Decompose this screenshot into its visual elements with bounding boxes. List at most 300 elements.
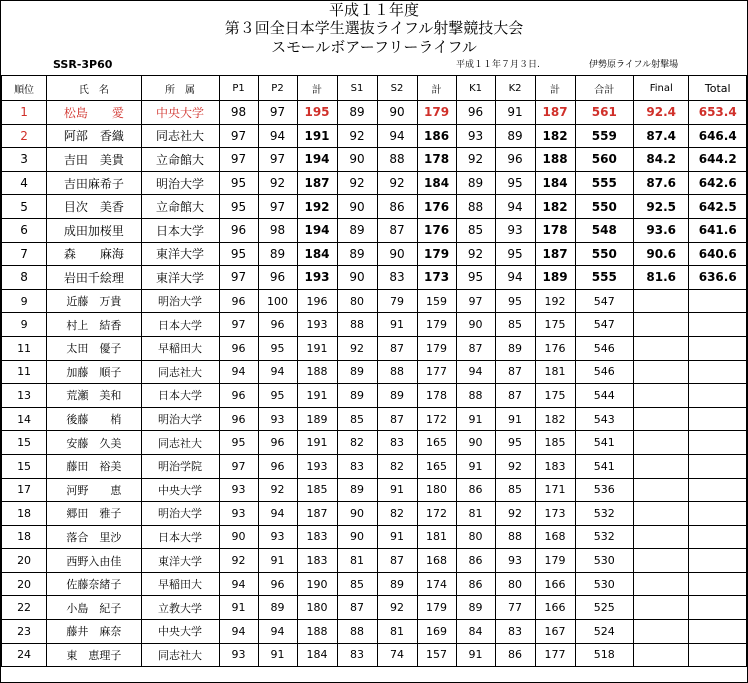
- header-qualification-total: 合計: [575, 76, 633, 101]
- school-cell: 東洋大学: [141, 242, 219, 266]
- total-cell: [689, 549, 747, 573]
- final-cell: 84.2: [634, 148, 689, 172]
- s2-cell: 92: [377, 171, 417, 195]
- p2-cell: 96: [258, 266, 297, 290]
- rank-cell: 24: [2, 643, 47, 667]
- kneeling-subtotal-cell: 187: [535, 101, 575, 125]
- kneeling-subtotal-cell: 184: [535, 171, 575, 195]
- results-body: [2, 101, 747, 667]
- name-cell: 阿部 香織: [47, 124, 141, 148]
- rank-cell: 8: [2, 266, 47, 290]
- standing-subtotal-cell: 165: [417, 454, 456, 478]
- s2-cell: 88: [377, 360, 417, 384]
- table-row: [2, 431, 747, 455]
- s2-cell: 88: [377, 148, 417, 172]
- table-row: [2, 572, 747, 596]
- title-year: 平成１１年度: [328, 1, 419, 19]
- school-cell: 明治大学: [141, 407, 219, 431]
- k1-cell: 91: [456, 407, 495, 431]
- name-cell: 吉田 美貴: [47, 148, 141, 172]
- name-cell: 東 恵理子: [47, 643, 141, 667]
- k1-cell: 93: [456, 124, 495, 148]
- qualification-total-cell: 547: [575, 313, 633, 337]
- p1-cell: 96: [219, 407, 258, 431]
- name-cell: 加藤 順子: [47, 360, 141, 384]
- table-row: [2, 454, 747, 478]
- school-cell: 明治大学: [141, 289, 219, 313]
- header-s1: S1: [337, 76, 377, 101]
- total-cell: [689, 596, 747, 620]
- qualification-total-cell: 525: [575, 596, 633, 620]
- name-cell: 藤田 裕美: [47, 454, 141, 478]
- k1-cell: 91: [456, 643, 495, 667]
- s1-cell: 90: [337, 525, 377, 549]
- k2-cell: 96: [495, 148, 535, 172]
- k2-cell: 89: [495, 124, 535, 148]
- total-cell: [689, 431, 747, 455]
- school-cell: 中央大学: [141, 478, 219, 502]
- name-cell: 河野 恵: [47, 478, 141, 502]
- header-k2: K2: [495, 76, 535, 101]
- k1-cell: 86: [456, 572, 495, 596]
- s2-cell: 90: [377, 101, 417, 125]
- prone-subtotal-cell: 184: [297, 643, 337, 667]
- final-cell: [634, 572, 689, 596]
- school-cell: 明治大学: [141, 502, 219, 526]
- k1-cell: 87: [456, 336, 495, 360]
- k1-cell: 88: [456, 384, 495, 408]
- header-total: Total: [689, 76, 747, 101]
- header-k1: K1: [456, 76, 495, 101]
- p2-cell: 91: [258, 549, 297, 573]
- kneeling-subtotal-cell: 189: [535, 266, 575, 290]
- s2-cell: 89: [377, 384, 417, 408]
- name-cell: 小島 紀子: [47, 596, 141, 620]
- prone-subtotal-cell: 187: [297, 171, 337, 195]
- p2-cell: 94: [258, 360, 297, 384]
- k1-cell: 85: [456, 218, 495, 242]
- s2-cell: 90: [377, 242, 417, 266]
- p1-cell: 98: [219, 101, 258, 125]
- header-row: [2, 76, 747, 101]
- p1-cell: 93: [219, 502, 258, 526]
- k2-cell: 95: [495, 289, 535, 313]
- total-cell: [689, 502, 747, 526]
- prone-subtotal-cell: 190: [297, 572, 337, 596]
- p2-cell: 89: [258, 242, 297, 266]
- event-date: 平成１１年７月３日.: [456, 60, 540, 70]
- qualification-total-cell: 546: [575, 336, 633, 360]
- qualification-total-cell: 524: [575, 620, 633, 644]
- table-row: [2, 313, 747, 337]
- prone-subtotal-cell: 194: [297, 148, 337, 172]
- k2-cell: 89: [495, 336, 535, 360]
- p2-cell: 96: [258, 313, 297, 337]
- final-cell: [634, 407, 689, 431]
- event-code: SSR-3P60: [53, 58, 113, 71]
- header-final: Final: [634, 76, 689, 101]
- prone-subtotal-cell: 191: [297, 124, 337, 148]
- kneeling-subtotal-cell: 187: [535, 242, 575, 266]
- kneeling-subtotal-cell: 182: [535, 124, 575, 148]
- total-cell: [689, 407, 747, 431]
- k1-cell: 80: [456, 525, 495, 549]
- p2-cell: 96: [258, 454, 297, 478]
- total-cell: 641.6: [689, 218, 747, 242]
- name-cell: 村上 結香: [47, 313, 141, 337]
- p2-cell: 94: [258, 502, 297, 526]
- qualification-total-cell: 559: [575, 124, 633, 148]
- rank-cell: 14: [2, 407, 47, 431]
- s2-cell: 82: [377, 454, 417, 478]
- final-cell: [634, 643, 689, 667]
- name-cell: 松島 愛: [47, 101, 141, 125]
- standing-subtotal-cell: 178: [417, 148, 456, 172]
- total-cell: 644.2: [689, 148, 747, 172]
- standing-subtotal-cell: 179: [417, 313, 456, 337]
- rank-cell: 11: [2, 336, 47, 360]
- p2-cell: 97: [258, 148, 297, 172]
- final-cell: [634, 313, 689, 337]
- name-cell: 荒瀬 美和: [47, 384, 141, 408]
- standing-subtotal-cell: 174: [417, 572, 456, 596]
- rank-cell: 5: [2, 195, 47, 219]
- total-cell: [689, 478, 747, 502]
- qualification-total-cell: 555: [575, 266, 633, 290]
- school-cell: 東洋大学: [141, 549, 219, 573]
- standing-subtotal-cell: 179: [417, 596, 456, 620]
- name-cell: 安藤 久美: [47, 431, 141, 455]
- qualification-total-cell: 555: [575, 171, 633, 195]
- qualification-total-cell: 548: [575, 218, 633, 242]
- s1-cell: 89: [337, 101, 377, 125]
- final-cell: 87.4: [634, 124, 689, 148]
- prone-subtotal-cell: 191: [297, 336, 337, 360]
- rank-cell: 11: [2, 360, 47, 384]
- name-cell: 目次 美香: [47, 195, 141, 219]
- rank-cell: 20: [2, 572, 47, 596]
- rank-cell: 17: [2, 478, 47, 502]
- s1-cell: 80: [337, 289, 377, 313]
- rank-cell: 6: [2, 218, 47, 242]
- rank-cell: 4: [2, 171, 47, 195]
- kneeling-subtotal-cell: 177: [535, 643, 575, 667]
- rank-cell: 18: [2, 525, 47, 549]
- kneeling-subtotal-cell: 173: [535, 502, 575, 526]
- school-cell: 中央大学: [141, 101, 219, 125]
- standing-subtotal-cell: 178: [417, 384, 456, 408]
- qualification-total-cell: 550: [575, 195, 633, 219]
- k2-cell: 95: [495, 171, 535, 195]
- kneeling-subtotal-cell: 182: [535, 195, 575, 219]
- prone-subtotal-cell: 194: [297, 218, 337, 242]
- p1-cell: 95: [219, 431, 258, 455]
- s2-cell: 87: [377, 336, 417, 360]
- k2-cell: 95: [495, 431, 535, 455]
- k1-cell: 88: [456, 195, 495, 219]
- kneeling-subtotal-cell: 178: [535, 218, 575, 242]
- header-subtotal-kneeling: 計: [535, 76, 575, 101]
- k2-cell: 94: [495, 195, 535, 219]
- p1-cell: 92: [219, 549, 258, 573]
- table-row: [2, 195, 747, 219]
- k1-cell: 89: [456, 171, 495, 195]
- kneeling-subtotal-cell: 179: [535, 549, 575, 573]
- k2-cell: 93: [495, 549, 535, 573]
- prone-subtotal-cell: 188: [297, 620, 337, 644]
- p1-cell: 97: [219, 148, 258, 172]
- s1-cell: 88: [337, 620, 377, 644]
- table-row: [2, 502, 747, 526]
- table-row: [2, 549, 747, 573]
- s2-cell: 87: [377, 218, 417, 242]
- p1-cell: 97: [219, 454, 258, 478]
- s2-cell: 91: [377, 478, 417, 502]
- standing-subtotal-cell: 159: [417, 289, 456, 313]
- qualification-total-cell: 541: [575, 431, 633, 455]
- standing-subtotal-cell: 157: [417, 643, 456, 667]
- p1-cell: 94: [219, 572, 258, 596]
- p2-cell: 98: [258, 218, 297, 242]
- school-cell: 同志社大: [141, 124, 219, 148]
- rank-cell: 3: [2, 148, 47, 172]
- qualification-total-cell: 547: [575, 289, 633, 313]
- school-cell: 明治学院: [141, 454, 219, 478]
- table-row: [2, 525, 747, 549]
- final-cell: [634, 384, 689, 408]
- total-cell: 640.6: [689, 242, 747, 266]
- results-table: [1, 75, 747, 667]
- standing-subtotal-cell: 184: [417, 171, 456, 195]
- k1-cell: 91: [456, 454, 495, 478]
- prone-subtotal-cell: 188: [297, 360, 337, 384]
- p1-cell: 96: [219, 289, 258, 313]
- school-cell: 同志社大: [141, 360, 219, 384]
- standing-subtotal-cell: 179: [417, 336, 456, 360]
- standing-subtotal-cell: 169: [417, 620, 456, 644]
- s1-cell: 90: [337, 148, 377, 172]
- k2-cell: 86: [495, 643, 535, 667]
- k2-cell: 95: [495, 242, 535, 266]
- header-s2: S2: [377, 76, 417, 101]
- total-cell: [689, 525, 747, 549]
- prone-subtotal-cell: 187: [297, 502, 337, 526]
- header-name: 氏 名: [47, 76, 141, 101]
- k2-cell: 94: [495, 266, 535, 290]
- total-cell: 646.4: [689, 124, 747, 148]
- table-row: [2, 101, 747, 125]
- p1-cell: 96: [219, 384, 258, 408]
- qualification-total-cell: 530: [575, 549, 633, 573]
- school-cell: 東洋大学: [141, 266, 219, 290]
- k1-cell: 92: [456, 242, 495, 266]
- standing-subtotal-cell: 186: [417, 124, 456, 148]
- s1-cell: 89: [337, 384, 377, 408]
- k1-cell: 90: [456, 431, 495, 455]
- total-cell: 636.6: [689, 266, 747, 290]
- standing-subtotal-cell: 177: [417, 360, 456, 384]
- prone-subtotal-cell: 184: [297, 242, 337, 266]
- k2-cell: 85: [495, 478, 535, 502]
- total-cell: [689, 336, 747, 360]
- standing-subtotal-cell: 176: [417, 218, 456, 242]
- kneeling-subtotal-cell: 166: [535, 596, 575, 620]
- prone-subtotal-cell: 191: [297, 431, 337, 455]
- kneeling-subtotal-cell: 175: [535, 384, 575, 408]
- kneeling-subtotal-cell: 192: [535, 289, 575, 313]
- s1-cell: 87: [337, 596, 377, 620]
- standing-subtotal-cell: 181: [417, 525, 456, 549]
- qualification-total-cell: 546: [575, 360, 633, 384]
- table-row: [2, 478, 747, 502]
- total-cell: [689, 384, 747, 408]
- table-row: [2, 266, 747, 290]
- s1-cell: 89: [337, 242, 377, 266]
- final-cell: [634, 478, 689, 502]
- header-p2: P2: [258, 76, 297, 101]
- k2-cell: 87: [495, 360, 535, 384]
- name-cell: 吉田麻希子: [47, 171, 141, 195]
- p2-cell: 97: [258, 195, 297, 219]
- s1-cell: 85: [337, 407, 377, 431]
- total-cell: [689, 454, 747, 478]
- s1-cell: 83: [337, 643, 377, 667]
- kneeling-subtotal-cell: 181: [535, 360, 575, 384]
- table-row: [2, 620, 747, 644]
- school-cell: 早稲田大: [141, 336, 219, 360]
- prone-subtotal-cell: 196: [297, 289, 337, 313]
- prone-subtotal-cell: 195: [297, 101, 337, 125]
- s2-cell: 92: [377, 596, 417, 620]
- kneeling-subtotal-cell: 176: [535, 336, 575, 360]
- kneeling-subtotal-cell: 167: [535, 620, 575, 644]
- kneeling-subtotal-cell: 183: [535, 454, 575, 478]
- final-cell: [634, 620, 689, 644]
- total-cell: [689, 643, 747, 667]
- school-cell: 同志社大: [141, 431, 219, 455]
- p2-cell: 100: [258, 289, 297, 313]
- rank-cell: 7: [2, 242, 47, 266]
- name-cell: 森 麻海: [47, 242, 141, 266]
- final-cell: [634, 336, 689, 360]
- header-subtotal-prone: 計: [297, 76, 337, 101]
- school-cell: 中央大学: [141, 620, 219, 644]
- title-competition: 第３回全日本学生選抜ライフル射撃競技大会: [224, 19, 524, 37]
- table-row: [2, 596, 747, 620]
- s1-cell: 89: [337, 218, 377, 242]
- rank-cell: 15: [2, 454, 47, 478]
- table-row: [2, 218, 747, 242]
- total-cell: 653.4: [689, 101, 747, 125]
- header-subtotal-standing: 計: [417, 76, 456, 101]
- s2-cell: 81: [377, 620, 417, 644]
- p2-cell: 96: [258, 572, 297, 596]
- p2-cell: 95: [258, 336, 297, 360]
- school-cell: 同志社大: [141, 643, 219, 667]
- prone-subtotal-cell: 191: [297, 384, 337, 408]
- total-cell: [689, 289, 747, 313]
- p1-cell: 93: [219, 643, 258, 667]
- prone-subtotal-cell: 189: [297, 407, 337, 431]
- standing-subtotal-cell: 168: [417, 549, 456, 573]
- total-cell: [689, 620, 747, 644]
- k1-cell: 94: [456, 360, 495, 384]
- k2-cell: 87: [495, 384, 535, 408]
- s1-cell: 90: [337, 195, 377, 219]
- s1-cell: 90: [337, 502, 377, 526]
- kneeling-subtotal-cell: 188: [535, 148, 575, 172]
- table-row: [2, 360, 747, 384]
- rank-cell: 9: [2, 289, 47, 313]
- p1-cell: 94: [219, 620, 258, 644]
- k1-cell: 95: [456, 266, 495, 290]
- final-cell: 81.6: [634, 266, 689, 290]
- k2-cell: 93: [495, 218, 535, 242]
- rank-cell: 22: [2, 596, 47, 620]
- k2-cell: 91: [495, 407, 535, 431]
- p2-cell: 93: [258, 525, 297, 549]
- standing-subtotal-cell: 180: [417, 478, 456, 502]
- p1-cell: 97: [219, 266, 258, 290]
- s2-cell: 83: [377, 266, 417, 290]
- prone-subtotal-cell: 193: [297, 313, 337, 337]
- final-cell: [634, 289, 689, 313]
- table-row: [2, 336, 747, 360]
- header-school: 所 属: [141, 76, 219, 101]
- s2-cell: 91: [377, 313, 417, 337]
- standing-subtotal-cell: 176: [417, 195, 456, 219]
- school-cell: 日本大学: [141, 384, 219, 408]
- k2-cell: 92: [495, 454, 535, 478]
- table-row: [2, 407, 747, 431]
- kneeling-subtotal-cell: 171: [535, 478, 575, 502]
- table-row: [2, 171, 747, 195]
- k2-cell: 83: [495, 620, 535, 644]
- total-cell: [689, 313, 747, 337]
- s1-cell: 89: [337, 478, 377, 502]
- s1-cell: 90: [337, 266, 377, 290]
- name-cell: 近藤 万貴: [47, 289, 141, 313]
- p1-cell: 97: [219, 313, 258, 337]
- p1-cell: 97: [219, 124, 258, 148]
- p1-cell: 96: [219, 218, 258, 242]
- s2-cell: 86: [377, 195, 417, 219]
- standing-subtotal-cell: 172: [417, 502, 456, 526]
- p1-cell: 94: [219, 360, 258, 384]
- name-cell: 西野入由佳: [47, 549, 141, 573]
- rank-cell: 2: [2, 124, 47, 148]
- name-cell: 成田加桜里: [47, 218, 141, 242]
- p2-cell: 91: [258, 643, 297, 667]
- school-cell: 日本大学: [141, 218, 219, 242]
- s1-cell: 81: [337, 549, 377, 573]
- k2-cell: 92: [495, 502, 535, 526]
- p1-cell: 95: [219, 195, 258, 219]
- k2-cell: 80: [495, 572, 535, 596]
- total-cell: [689, 360, 747, 384]
- qualification-total-cell: 560: [575, 148, 633, 172]
- final-cell: [634, 502, 689, 526]
- k2-cell: 91: [495, 101, 535, 125]
- name-cell: 藤井 麻奈: [47, 620, 141, 644]
- qualification-total-cell: 536: [575, 478, 633, 502]
- k1-cell: 86: [456, 549, 495, 573]
- rank-cell: 20: [2, 549, 47, 573]
- final-cell: 92.5: [634, 195, 689, 219]
- s2-cell: 79: [377, 289, 417, 313]
- school-cell: 日本大学: [141, 313, 219, 337]
- rank-cell: 1: [2, 101, 47, 125]
